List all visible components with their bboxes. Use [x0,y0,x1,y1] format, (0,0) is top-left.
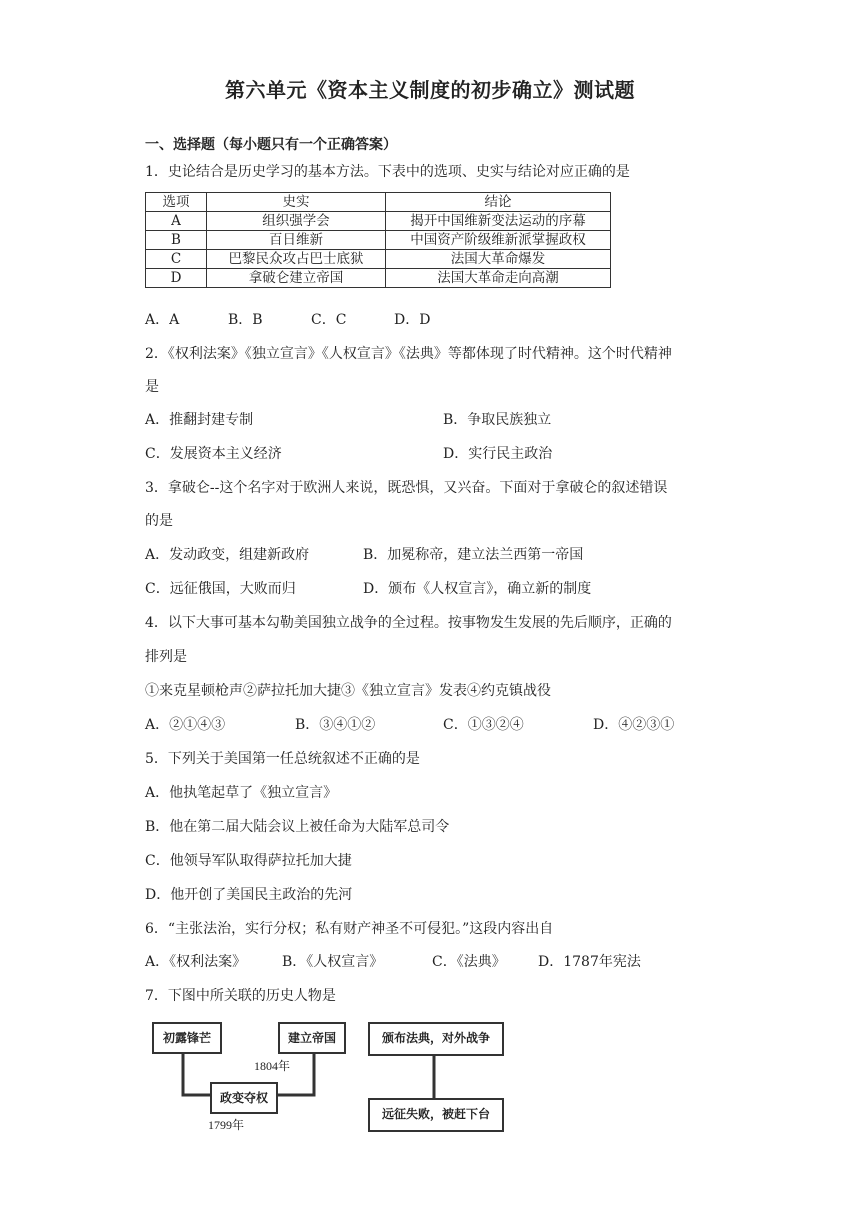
question-1-table [145,192,611,288]
question-4-stem-line2: 排列是 [145,649,187,665]
diagram-box-code-and-war: 颁布法典，对外战争 [368,1022,504,1056]
question-2-option-c: C．发展资本主义经济 [145,446,282,462]
diagram-box-empire: 建立帝国 [278,1022,346,1054]
table-header-cell: 结论 [386,193,611,212]
table-cell: B [146,231,207,250]
table-cell: A [146,212,207,231]
table-cell: D [146,269,207,288]
question-5-option-b: B．他在第二届大陆会议上被任命为大陆军总司令 [145,819,450,835]
question-3-option-b: B．加冕称帝，建立法兰西第一帝国 [363,547,584,563]
question-4-option-b: B．③④①② [295,717,376,733]
table-cell: 百日维新 [207,231,386,250]
question-4-option-c: C．①③②④ [443,717,524,733]
diagram-box-coup: 政变夺权 [210,1082,278,1114]
question-1-option-b: B．B [228,312,263,328]
question-2-option-a: A．推翻封建专制 [145,412,254,428]
page-title: 第六单元《资本主义制度的初步确立》测试题 [225,78,635,102]
question-1-option-c: C．C [311,312,347,328]
question-2-stem-line2: 是 [145,379,159,395]
connector-line [183,1052,210,1095]
table-cell: 组织强学会 [207,212,386,231]
table-cell: 巴黎民众攻占巴士底狱 [207,250,386,269]
table-cell: 揭开中国维新变法运动的序幕 [386,212,611,231]
question-2-stem-line1: 2．《权利法案》《独立宣言》《人权宣言》《法典》等都体现了时代精神。这个时代精神 [145,346,672,362]
question-4-events: ①来克星顿枪声②萨拉托加大捷③《独立宣言》发表④约克镇战役 [145,683,551,699]
question-6-option-a: A．《权利法案》 [145,954,247,970]
question-4-stem-line1: 4．以下大事可基本勾勒美国独立战争的全过程。按事物发生发展的先后顺序，正确的 [145,615,672,631]
table-cell: C [146,250,207,269]
table-row [146,231,611,250]
table-header-cell: 史实 [207,193,386,212]
question-5-stem: 5．下列关于美国第一任总统叙述不正确的是 [145,751,420,767]
table-cell: 法国大革命爆发 [386,250,611,269]
table-cell: 中国资产阶级维新派掌握政权 [386,231,611,250]
question-6-stem: 6．“主张法治，实行分权；私有财产神圣不可侵犯。”这段内容出自 [145,921,554,937]
question-3-stem-line2: 的是 [145,513,173,529]
section-heading: 一、选择题（每小题只有一个正确答案） [145,137,397,153]
question-1-stem: 1．史论结合是历史学习的基本方法。下表中的选项、史实与结论对应正确的是 [145,164,630,180]
question-5-option-a: A．他执笔起草了《独立宣言》 [145,785,338,801]
question-3-stem-line1: 3．拿破仑--这个名字对于欧洲人来说，既恐惧，又兴奋。下面对于拿破仑的叙述错误 [145,480,668,496]
question-7-stem: 7．下图中所关联的历史人物是 [145,988,336,1004]
question-1-option-a: A．A [145,312,180,328]
question-5-option-d: D．他开创了美国民主政治的先河 [145,887,353,903]
year-label-1799: 1799年 [208,1118,245,1132]
question-6-option-b: B．《人权宣言》 [282,954,384,970]
question-6-option-d: D．1787年宪法 [538,954,641,970]
question-3-option-d: D．颁布《人权宣言》，确立新的制度 [363,581,592,597]
napoleon-timeline-diagram [148,1020,508,1138]
diagram-box-debut: 初露锋芒 [152,1022,222,1054]
question-3-option-a: A．发动政变，组建新政府 [145,547,310,563]
question-4-option-a: A．②①④③ [145,717,226,733]
question-3-option-c: C．远征俄国，大败而归 [145,581,296,597]
table-row [146,250,611,269]
table-row [146,212,611,231]
question-5-option-c: C．他领导军队取得萨拉托加大捷 [145,853,352,869]
question-4-option-d: D．④②③① [593,717,675,733]
question-2-option-d: D．实行民主政治 [443,446,553,462]
table-cell: 法国大革命走向高潮 [386,269,611,288]
question-6-option-c: C．《法典》 [432,954,506,970]
table-cell: 拿破仑建立帝国 [207,269,386,288]
question-1-option-d: D．D [394,312,431,328]
year-label-1804: 1804年 [254,1059,291,1073]
diagram-box-defeat: 远征失败，被赶下台 [368,1098,504,1132]
question-2-option-b: B．争取民族独立 [443,412,552,428]
table-header-cell: 选项 [146,193,207,212]
table-row [146,269,611,288]
table-header-row [146,193,611,212]
